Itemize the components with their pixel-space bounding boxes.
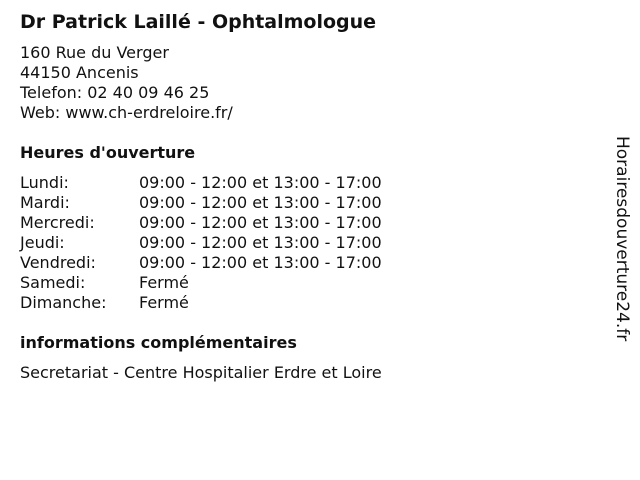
hours-time: Fermé	[139, 293, 189, 312]
hours-time: 09:00 - 12:00 et 13:00 - 17:00	[139, 233, 382, 252]
hours-day: Samedi:	[20, 273, 86, 292]
brand-watermark: Horairesdouverture24.fr	[612, 136, 632, 342]
hours-row-saturday	[20, 273, 600, 293]
hours-row-tuesday	[20, 193, 600, 213]
additional-info-text: Secretariat - Centre Hospitalier Erdre et Loire	[20, 363, 382, 382]
hours-row-sunday	[20, 293, 600, 313]
address-street: 160 Rue du Verger	[20, 43, 169, 62]
additional-info-heading: informations complémentaires	[20, 333, 297, 352]
phone-line: Telefon: 02 40 09 46 25	[20, 83, 210, 102]
website-line: Web: www.ch-erdreloire.fr/	[20, 103, 233, 122]
hours-row-friday	[20, 253, 600, 273]
hours-day: Lundi:	[20, 173, 69, 192]
page-title: Dr Patrick Laillé - Ophtalmologue	[20, 11, 377, 33]
hours-day: Vendredi:	[20, 253, 96, 272]
address-city: 44150 Ancenis	[20, 63, 139, 82]
hours-day: Dimanche:	[20, 293, 107, 312]
hours-time: 09:00 - 12:00 et 13:00 - 17:00	[139, 193, 382, 212]
hours-time: 09:00 - 12:00 et 13:00 - 17:00	[139, 253, 382, 272]
hours-day: Mercredi:	[20, 213, 95, 232]
hours-row-thursday	[20, 233, 600, 253]
hours-day: Mardi:	[20, 193, 70, 212]
hours-row-wednesday	[20, 213, 600, 233]
hours-time: 09:00 - 12:00 et 13:00 - 17:00	[139, 173, 382, 192]
hours-time: 09:00 - 12:00 et 13:00 - 17:00	[139, 213, 382, 232]
hours-time: Fermé	[139, 273, 189, 292]
opening-hours-heading: Heures d'ouverture	[20, 143, 196, 162]
business-card	[20, 9, 600, 383]
opening-hours-table	[20, 173, 600, 313]
hours-row-monday	[20, 173, 600, 193]
address-block	[20, 43, 600, 123]
hours-day: Jeudi:	[20, 233, 65, 252]
